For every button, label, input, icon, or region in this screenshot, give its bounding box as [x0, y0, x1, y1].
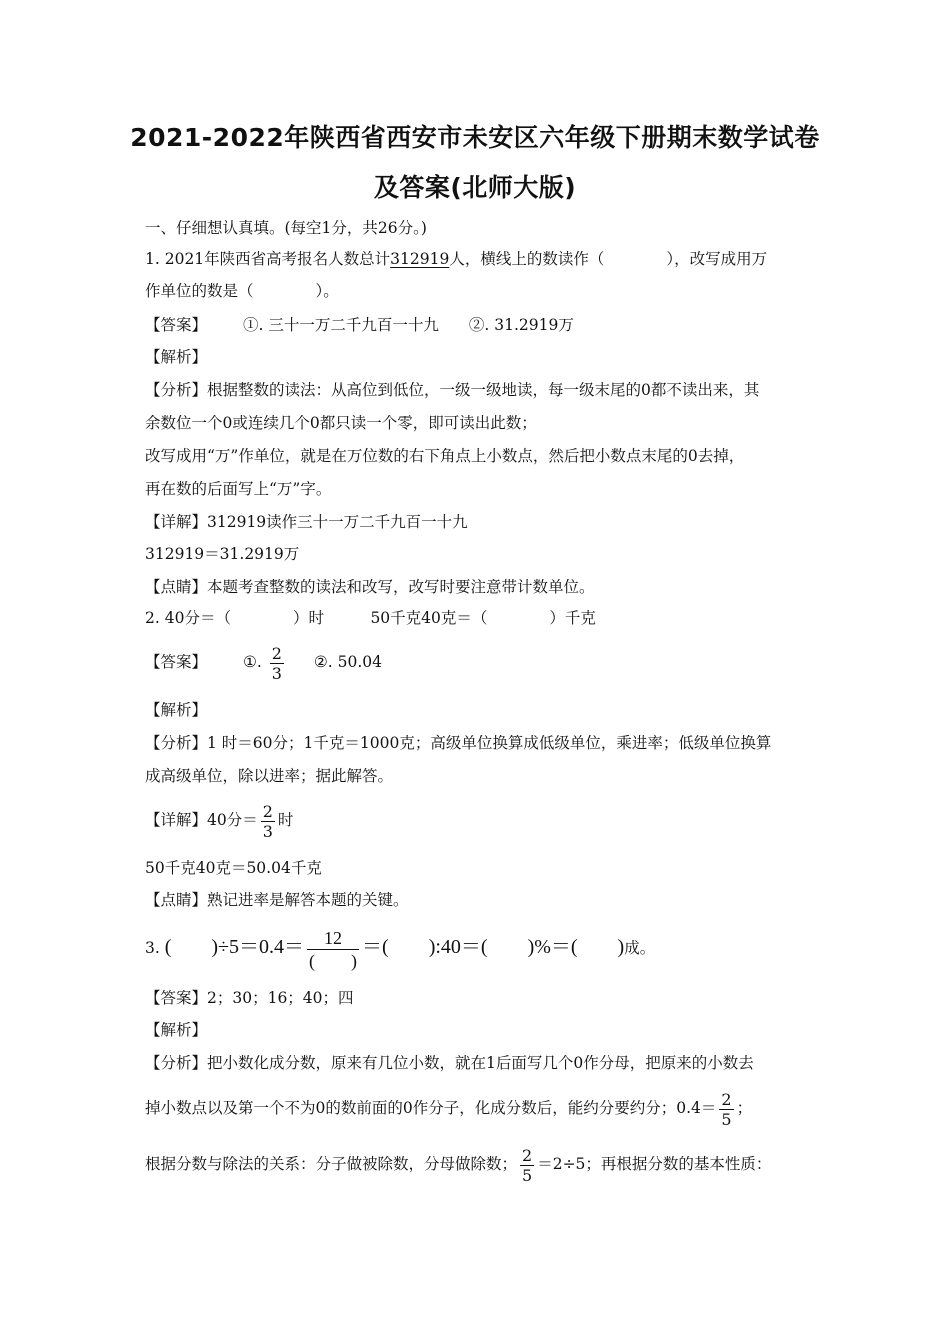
q3-answer: 【答案】2；30；16；40；四 — [145, 989, 354, 1007]
q2-jiexi: 【解析】 — [145, 701, 208, 719]
fraction-numerator: 2 — [262, 801, 273, 821]
q1-text: 1. 2021年陕西省高考报名人数总计 — [145, 250, 391, 268]
q3-fenxi-text: ； — [736, 1099, 753, 1117]
q1-jiexi: 【解析】 — [145, 348, 208, 366]
q2-xiangjie-1 — [145, 798, 293, 842]
q3-fenxi-fraction — [520, 1146, 534, 1185]
q2-dianjing: 【点睛】熟记进率是解答本题的关键。 — [145, 891, 409, 909]
q3-question — [145, 922, 655, 973]
q1-line2: 作单位的数是（ ）。 — [145, 282, 339, 300]
q3-fenxi-text: 掉小数点以及第一个不为0的数前面的0作分子，化成分数后，能约分要约分；0.4＝ — [145, 1099, 717, 1117]
q1-answer — [145, 315, 574, 335]
q1-text: 人，横线上的数读作（ ），改写成用万 — [449, 250, 768, 268]
fraction-numerator: 2 — [721, 1089, 732, 1109]
q3-equation-part: ＝( ):40＝( )%＝( ) — [362, 936, 625, 958]
q1-underlined-number: 312919 — [390, 250, 450, 268]
q3-equation-end: 成。 — [624, 939, 656, 957]
fraction-numerator: 2 — [522, 1145, 533, 1165]
q2-xiangjie-text: 【详解】40分＝ — [145, 811, 258, 829]
q3-fenxi-3 — [145, 1142, 771, 1186]
q2-answer-1-prefix: ①. — [243, 653, 262, 671]
q1-answer-1: ①. 三十一万二千九百一十九 — [243, 316, 439, 334]
q1-fenxi-2: 余数位一个0或连续几个0都只读一个零，即可读出此数； — [145, 414, 537, 432]
doc-title-line2: 及答案(北师大版) — [373, 173, 577, 202]
fraction-denominator: 3 — [262, 821, 273, 841]
section-heading: 一、仔细想认真填。(每空1分，共26分。) — [145, 219, 427, 237]
q2-answer-2: ②. 50.04 — [313, 653, 383, 671]
q1-fenxi-3: 改写成用“万”作单位，就是在万位数的右下角点上小数点，然后把小数点末尾的0去掉， — [145, 447, 745, 465]
q1-xiangjie-2: 312919＝31.2919万 — [145, 545, 300, 563]
q2-xiangjie-2: 50千克40克＝50.04千克 — [145, 859, 322, 877]
q2-answer-1-fraction — [270, 644, 284, 683]
q1-xiangjie-1: 【详解】312919读作三十一万二千九百一十九 — [145, 513, 468, 531]
fraction-numerator: 12 — [324, 927, 343, 948]
fraction-numerator: 2 — [271, 643, 282, 663]
q2-xiangjie-text: 时 — [277, 811, 294, 829]
fraction-denominator: 5 — [522, 1165, 533, 1185]
q3-fenxi-text: ＝2÷5；再根据分数的基本性质： — [537, 1155, 772, 1173]
q3-fenxi-text: 根据分数与除法的关系：分子做被除数，分母做除数； — [145, 1155, 518, 1173]
q1-dianjing: 【点睛】本题考查整数的读法和改写，改写时要注意带计数单位。 — [145, 578, 595, 596]
q2-answer — [145, 640, 382, 684]
q2-question: 2. 40分＝（ ）时 50千克40克＝（ ）千克 — [145, 609, 596, 627]
q3-fenxi-2 — [145, 1086, 752, 1130]
q3-equation-fraction — [307, 927, 359, 972]
q3-equation-part: ( )÷5＝0.4＝ — [164, 936, 305, 958]
q2-fenxi-1: 【分析】1 时＝60分；1千克＝1000克；高级单位换算成低级单位，乘进率；低级单位换算 — [145, 734, 772, 752]
q3-fenxi-fraction — [719, 1090, 733, 1129]
fraction-denominator: ( ) — [309, 950, 358, 971]
q3-jiexi: 【解析】 — [145, 1021, 208, 1039]
q1-answer-2: ②. 31.2919万 — [468, 316, 574, 334]
q1-fenxi-1: 【分析】根据整数的读法：从高位到低位，一级一级地读，每一级末尾的0都不读出来，其 — [145, 381, 760, 399]
fraction-denominator: 5 — [721, 1109, 732, 1129]
q1-fenxi-4: 再在数的后面写上“万”字。 — [145, 480, 332, 498]
q3-number: 3. — [145, 939, 160, 957]
answer-label: 【答案】 — [145, 653, 208, 671]
q3-fenxi-1: 【分析】把小数化成分数，原来有几位小数，就在1后面写几个0作分母，把原来的小数去 — [145, 1054, 754, 1072]
q2-fenxi-2: 成高级单位，除以进率；据此解答。 — [145, 767, 394, 785]
q1-line1 — [145, 249, 767, 269]
q2-xiangjie-fraction — [261, 802, 275, 841]
fraction-denominator: 3 — [271, 663, 282, 683]
answer-label: 【答案】 — [145, 316, 208, 334]
doc-title-line1: 2021-2022年陕西省西安市未安区六年级下册期末数学试卷 — [130, 123, 820, 152]
